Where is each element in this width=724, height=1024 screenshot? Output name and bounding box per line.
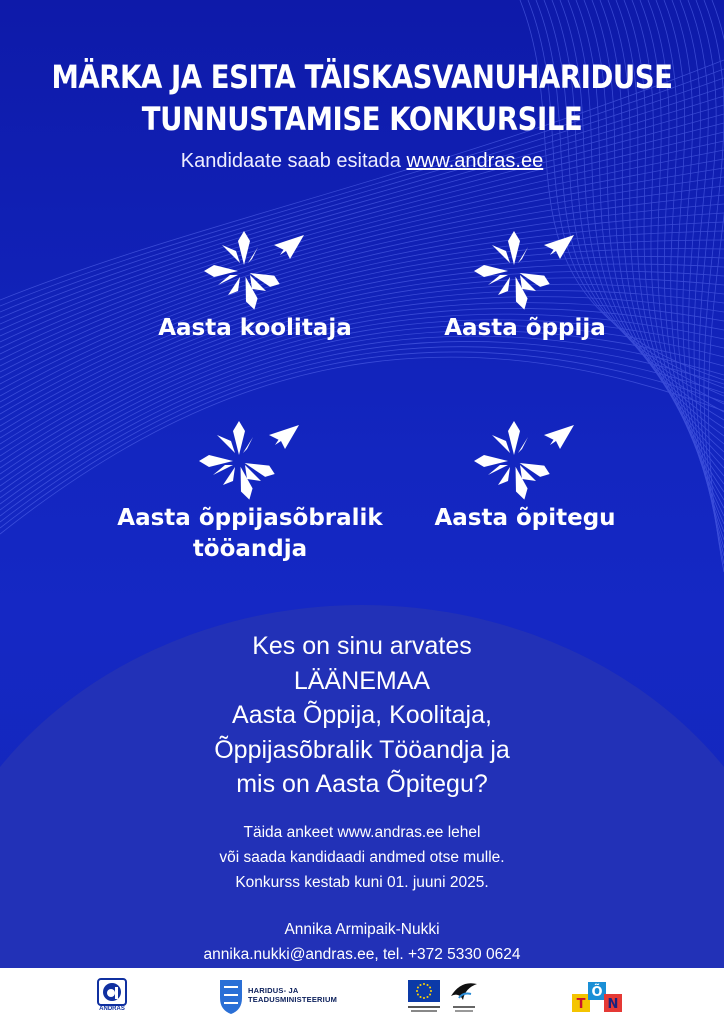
question-line-5: mis on Aasta Õpitegu? bbox=[236, 770, 488, 798]
question-line-2: LÄÄNEMAA bbox=[293, 666, 431, 695]
award-label: Aasta õppija bbox=[444, 315, 606, 341]
eu-star bbox=[417, 994, 419, 996]
andras-logo bbox=[95, 978, 129, 1014]
eu-star bbox=[427, 984, 429, 986]
award-star-icon bbox=[195, 415, 305, 503]
svg-text:T: T bbox=[576, 997, 586, 1012]
headline-line-2: TUNNUSTAMISE KONKURSILE bbox=[141, 100, 583, 138]
eu-star bbox=[427, 996, 429, 998]
andras-logo-icon bbox=[95, 978, 129, 1006]
question-line-1: Kes on sinu arvates bbox=[252, 632, 472, 660]
ministry-name bbox=[248, 986, 337, 1005]
ton-cubes-icon bbox=[570, 976, 626, 1018]
contact-block bbox=[0, 918, 724, 968]
svg-text:Õ: Õ bbox=[591, 985, 603, 1000]
swallow-icon bbox=[449, 978, 479, 1016]
award-aasta-koolitaja bbox=[130, 225, 380, 344]
svg-text:N: N bbox=[607, 997, 619, 1012]
subtitle-text: Kandidaate saab esitada bbox=[180, 150, 407, 172]
instructions-block bbox=[0, 821, 724, 895]
award-star-icon bbox=[200, 225, 310, 313]
eu-star bbox=[417, 987, 419, 989]
eu-star bbox=[423, 983, 425, 985]
ton-logo bbox=[570, 976, 626, 1018]
eu-star bbox=[423, 997, 425, 999]
award-label-line-1: Aasta õppijasõbralik bbox=[117, 505, 383, 531]
eu-star bbox=[430, 990, 432, 992]
instructions-line-2: või saada kandidaadi andmed otse mulle. bbox=[219, 848, 505, 866]
award-label-line-2: tööandja bbox=[192, 536, 308, 563]
subtitle bbox=[0, 150, 724, 173]
eu-star bbox=[416, 990, 418, 992]
ministry-name-line-2: TEADUSMINISTEERIUM bbox=[248, 995, 338, 1005]
eu-star bbox=[420, 996, 422, 998]
award-label: Aasta õpitegu bbox=[434, 505, 616, 531]
eesti-tulevik-logo bbox=[449, 978, 479, 1016]
award-star-icon bbox=[470, 415, 580, 503]
question-line-3: Aasta Õppija, Koolitaja, bbox=[232, 701, 492, 729]
question-line-4: Õppijasõbralik Tööandja ja bbox=[214, 735, 510, 764]
headline-line-1: MÄRKA JA ESITA TÄISKASVANUHARIDUSE bbox=[51, 58, 673, 96]
estonian-coat-of-arms-icon bbox=[218, 978, 244, 1016]
eu-star bbox=[420, 984, 422, 986]
sponsor-footer bbox=[0, 968, 724, 1024]
eu-flag-logo bbox=[407, 978, 441, 1016]
andras-logo-text: ANDRAS bbox=[99, 1006, 125, 1012]
instructions-line-3: Konkurss kestab kuni 01. juuni 2025. bbox=[235, 873, 489, 891]
instructions-line-1: Täida ankeet www.andras.ee lehel bbox=[243, 824, 481, 841]
ministry-logo bbox=[218, 978, 338, 1016]
award-aasta-opitegu bbox=[400, 415, 650, 534]
award-star-icon bbox=[470, 225, 580, 313]
andras-website-link[interactable]: www.andras.ee bbox=[406, 150, 544, 172]
eu-star bbox=[429, 987, 431, 989]
award-aasta-oppija bbox=[400, 225, 650, 344]
contact-details: annika.nukki@andras.ee, tel. +372 5330 0624 bbox=[203, 945, 521, 963]
contact-name: Annika Armipaik-Nukki bbox=[284, 921, 440, 938]
eu-flag-icon bbox=[407, 978, 441, 1016]
award-aasta-oppijasobralik-tooandja bbox=[95, 415, 405, 565]
award-label: Aasta koolitaja bbox=[158, 315, 352, 341]
ministry-name-line-1: HARIDUS- JA bbox=[248, 986, 299, 995]
question-block bbox=[0, 629, 724, 802]
eu-star bbox=[429, 994, 431, 996]
